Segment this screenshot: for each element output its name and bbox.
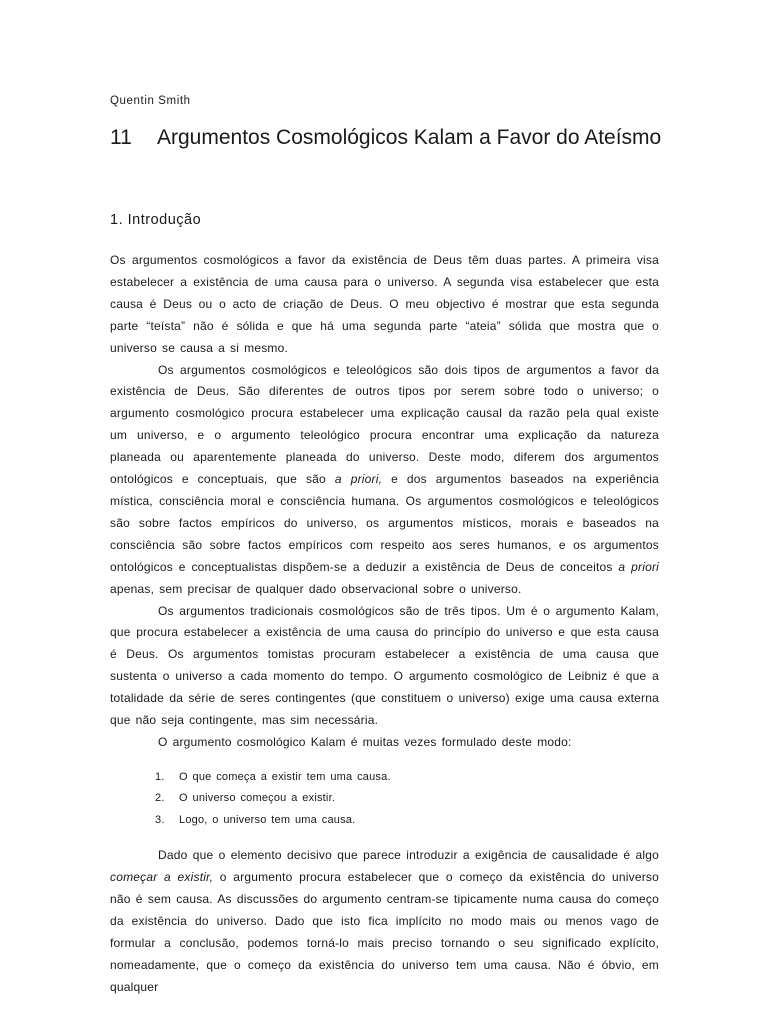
- paragraph-2-emphasis-2: a priori: [618, 559, 660, 574]
- paragraph-2-part-b: e dos argumentos baseados na experiência mística, consciência moral e consciência humana. Os argumentos cosmológicos e teleológicos são sobre factos empíricos do universo, os argumentos místicos, morais e baseados na consciência são sobre factos empíricos com respeito aos seres humanos, e os argumentos ontológicos e conceptualistas dispõem-se a deduzir a existência de Deus de conceitos: [110, 472, 659, 574]
- section-heading: 1. Introdução: [110, 212, 202, 228]
- paragraph-5: [110, 845, 659, 998]
- list-item-number: 1.: [155, 770, 165, 783]
- author-name: Quentin Smith: [110, 95, 191, 107]
- chapter-title: Argumentos Cosmológicos Kalam a Favor do Ateísmo: [157, 126, 662, 149]
- paragraph-5-part-a: Dado que o elemento decisivo que parece introduzir a exigência de causalidade é algo: [158, 848, 659, 863]
- list-item-number: 2.: [155, 792, 165, 805]
- list-item-text: O que começa a existir tem uma causa.: [179, 770, 391, 783]
- body-text: [110, 250, 659, 999]
- list-item: [110, 810, 659, 832]
- list-item-text: Logo, o universo tem uma causa.: [179, 813, 356, 826]
- paragraph-2: [110, 360, 659, 601]
- paragraph-2-part-c: apenas, sem precisar de qualquer dado observacional sobre o universo.: [110, 581, 522, 596]
- paragraph-5-part-b: o argumento procura estabelecer que o começo da existência do universo não é sem causa. As discussões do argumento centram-se tipicamente numa causa do começo da existência do universo. Dado que isto fica implícito no modo mais ou menos vago de formular a conclusão, podemos torná-lo mais preciso tornando o seu significado explícito, nomeadamente, que o começo da existência do universo tem uma causa. Não é óbvio, em qualquer: [110, 870, 659, 994]
- paragraph-1: Os argumentos cosmológicos a favor da existência de Deus têm duas partes. A primeira visa estabelecer a existência de uma causa para o universo. A segunda visa estabelecer que esta causa é Deus ou o acto de criação de Deus. O meu objectivo é mostrar que esta segunda parte “teísta” não é sólida e que há uma segunda parte “ateia” sólida que mostra que o universo se causa a si mesmo.: [110, 253, 659, 355]
- paragraph-4: O argumento cosmológico Kalam é muitas vezes formulado deste modo:: [158, 734, 572, 749]
- list-item-number: 3.: [155, 813, 165, 826]
- chapter-heading: [110, 126, 670, 150]
- paragraph-2-emphasis-1: a priori,: [334, 472, 383, 487]
- argument-list: [110, 767, 659, 832]
- list-item: [110, 788, 659, 810]
- paragraph-5-emphasis: começar a existir,: [110, 870, 214, 885]
- paragraph-2-part-a: Os argumentos cosmológicos e teleológicos são dois tipos de argumentos a favor da existência de Deus. São diferentes de outros tipos por serem sobre todo o universo; o argumento cosmológico procura estabelecer uma explicação causal da razão pela qual existe um universo, e o argumento teleológico procura encontrar uma explicação da natureza planeada ou aparentemente planeada do universo. Deste modo, diferem dos argumentos ontológicos e conceptuais, que são: [110, 362, 659, 487]
- chapter-number: 11: [110, 126, 132, 149]
- list-item: [110, 767, 659, 789]
- list-item-text: O universo começou a existir.: [179, 792, 336, 805]
- paragraph-3: Os argumentos tradicionais cosmológicos são de três tipos. Um é o argumento Kalam, que procura estabelecer a existência de uma causa do princípio do universo e que esta causa é Deus. Os argumentos tomistas procuram estabelecer a existência de uma causa que sustenta o universo a cada momento do tempo. O argumento cosmológico de Leibniz é que a totalidade da série de seres contingentes (que constituem o universo) exige uma causa externa que não seja contingente, mas sim necessária.: [110, 603, 659, 728]
